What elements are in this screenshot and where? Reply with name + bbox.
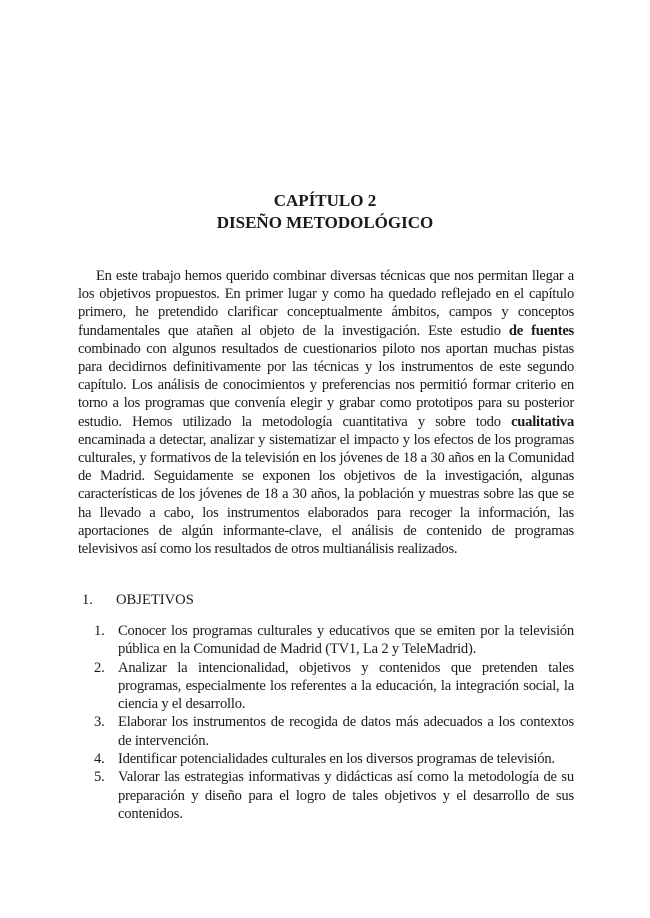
list-item: [94, 713, 574, 750]
list-item-text: Elaborar los instrumentos de recogida de datos más adecuados a los contextos de intervención.: [118, 714, 574, 749]
list-item: [94, 622, 574, 659]
list-item-text: Conocer los programas culturales y educativos que se emiten por la televisión pública en la Comunidad de Madrid (TV1, La 2 y TeleMadrid).: [118, 623, 574, 658]
intro-text-3: encaminada a detectar, analizar y sistematizar el impacto y los efectos de los programas culturales, y formativos de la televisión en los jóvenes de 18 a 30 años en la Comunidad de Madrid. Seguidamente se exponen los objetivos de la investigación, algunas características de los jóvenes de 18 a 30 años, la población y muestras sobre las que se ha llevado a cabo, los instrumentos elaborados para recoger la información, las aportaciones de algún informante-clave, el análisis de contenido de programas televisivos así como los resultados de otros multianálisis realizados.: [78, 431, 574, 558]
list-item: [94, 768, 574, 823]
chapter-heading: [0, 190, 650, 234]
section-title: OBJETIVOS: [116, 592, 194, 608]
intro-text-1: En este trabajo hemos querido combinar diversas técnicas que nos permitan llegar a los objetivos propuestos. En primer lugar y como ha quedado reflejado en el capítulo primero, he pretendido clarificar conceptualmente ámbitos, campos y conceptos fundamentales que atañen al objeto de la investigación. Este estudio: [78, 268, 574, 339]
list-item-number: 2.: [94, 659, 105, 676]
list-item: [94, 750, 574, 768]
list-item-text: Identificar potencialidades culturales en los diversos programas de televisión.: [118, 751, 555, 768]
intro-paragraph: [78, 267, 574, 558]
list-item-text: Valorar las estrategias informativas y didácticas así como la metodología de su preparación y diseño para el logro de tales objetivos y el desarrollo de sus contenidos.: [118, 769, 574, 822]
objectives-list: [94, 622, 574, 823]
list-item: [94, 659, 574, 714]
intro-bold-cualitativa: cualitativa: [511, 413, 574, 430]
section-heading: [82, 591, 194, 609]
list-item-number: 3.: [94, 714, 105, 731]
chapter-number: CAPÍTULO 2: [273, 191, 377, 210]
intro-text-2: combinado con algunos resultados de cuestionarios piloto nos aportan muchas pistas para decidirnos definitivamente por las técnicas y los instrumentos de este segundo capítulo. Los análisis de conocimientos y preferencias nos permitió formar criterio en torno a los programas que convenía elegir y grabar como prototipos para su posterior estudio. Hemos utilizado la metodología cuantitativa y sobre todo: [78, 340, 574, 430]
list-item-text: Analizar la intencionalidad, objetivos y contenidos que pretenden tales programas, especialmente los referentes a la educación, la integración social, la ciencia y el desarrollo.: [118, 659, 574, 713]
chapter-title: DISEÑO METODOLÓGICO: [216, 213, 434, 232]
list-item-number: 5.: [94, 769, 105, 786]
list-item-number: 1.: [94, 623, 105, 639]
list-item-number: 4.: [94, 751, 105, 768]
section-number: 1.: [82, 592, 93, 608]
intro-bold-fuentes: de fuentes: [508, 322, 574, 339]
